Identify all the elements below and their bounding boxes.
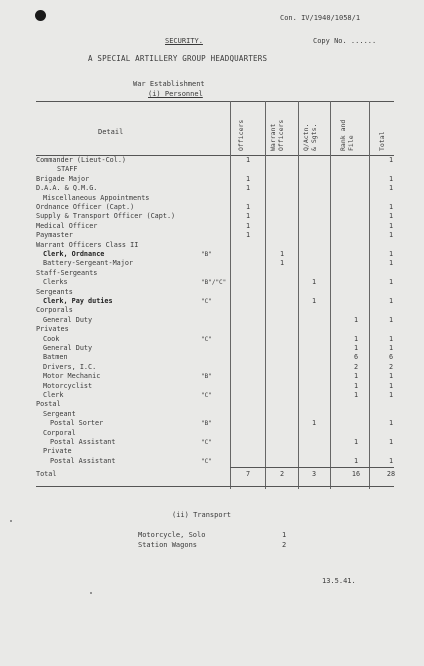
table-row xyxy=(36,250,394,259)
personnel-heading: (i) Personnel xyxy=(148,90,203,98)
table-row xyxy=(36,353,394,362)
row-label: Drivers, I.C. xyxy=(43,362,97,371)
row-label: Paymaster xyxy=(36,231,73,240)
cell-tot: 1 xyxy=(388,278,394,287)
total-grand: 28 xyxy=(386,470,396,478)
cell-rf: 1 xyxy=(353,344,359,352)
totals-row xyxy=(36,470,394,479)
row-label: Postal Sorter xyxy=(50,419,104,428)
column-header-sergeants: Q/Actn. & Sgts. xyxy=(302,123,318,151)
row-label: Corporals xyxy=(36,306,73,315)
cell-tot: 1 xyxy=(388,315,394,324)
table-row xyxy=(36,419,394,428)
row-label: General Duty xyxy=(43,344,93,352)
row-label: Miscellaneous Appointments xyxy=(43,193,150,202)
table-row xyxy=(36,391,394,400)
cell-off: 1 xyxy=(245,212,251,221)
transport-item: Station Wagons xyxy=(138,541,198,549)
cell-rf: 6 xyxy=(353,353,359,362)
table-row xyxy=(36,194,394,203)
table-row xyxy=(36,269,394,278)
row-label: Sergeant xyxy=(43,409,76,418)
table-row xyxy=(36,203,394,212)
trade-rate: "C" xyxy=(201,439,212,446)
cell-tot: 1 xyxy=(388,203,394,211)
cell-tot: 1 xyxy=(388,212,394,221)
cell-sgt: 1 xyxy=(311,419,317,428)
row-label: Clerks xyxy=(43,278,68,287)
cell-off: 1 xyxy=(245,184,251,193)
table-row xyxy=(36,165,394,174)
cell-tot: 1 xyxy=(388,297,394,305)
cell-off: 1 xyxy=(245,203,251,211)
row-label: Clerk, Ordnance xyxy=(43,250,105,258)
total-top-rule xyxy=(230,467,394,468)
cell-off: 1 xyxy=(245,231,251,240)
row-label: Postal Assistant xyxy=(50,438,116,446)
row-label: Motor Mechanic xyxy=(43,372,101,381)
cell-tot: 6 xyxy=(388,353,394,362)
cell-wo: 1 xyxy=(279,250,285,258)
row-label: Brigade Major xyxy=(36,174,90,183)
cell-tot: 1 xyxy=(388,250,394,258)
cell-tot: 1 xyxy=(388,381,394,390)
column-header-total: Total xyxy=(378,131,386,151)
cell-tot: 1 xyxy=(388,334,394,343)
table-row xyxy=(36,457,394,466)
transport-heading: (ii) Transport xyxy=(172,511,232,519)
row-label: Supply & Transport Officer (Capt.) xyxy=(36,212,176,221)
table-top-rule xyxy=(36,101,394,102)
document-date: 13.5.41. xyxy=(322,577,356,585)
table-row xyxy=(36,306,394,315)
row-label: Ordnance Officer (Capt.) xyxy=(36,203,135,211)
column-header-officers: Officers xyxy=(237,119,245,151)
personnel-table xyxy=(36,97,394,489)
cell-rf: 1 xyxy=(353,334,359,343)
cell-tot: 1 xyxy=(388,344,394,352)
cell-rf: 1 xyxy=(353,381,359,390)
cell-sgt: 1 xyxy=(311,278,317,287)
table-row xyxy=(36,222,394,231)
table-row xyxy=(36,316,394,325)
cell-tot: 1 xyxy=(388,221,394,230)
row-label: Clerk xyxy=(43,391,64,399)
row-label: Batmen xyxy=(43,353,68,362)
total-rank-file: 16 xyxy=(351,470,361,478)
trade-rate: "C" xyxy=(201,335,212,343)
cell-rf: 1 xyxy=(353,372,359,381)
table-row xyxy=(36,241,394,250)
cell-sgt: 1 xyxy=(311,297,317,305)
row-label: Corporal xyxy=(43,428,76,437)
paper-speck xyxy=(90,592,92,594)
cell-tot: 1 xyxy=(388,231,394,240)
trade-rate: "B" xyxy=(201,420,212,428)
document-title: A SPECIAL ARTILLERY GROUP HEADQUARTERS xyxy=(88,54,268,63)
security-classification: SECURITY. xyxy=(165,37,203,45)
paper-speck xyxy=(10,520,12,522)
reference-number: Con. IV/1940/1058/1 xyxy=(280,14,361,22)
column-header-rank-file: Rank and File xyxy=(339,119,355,151)
table-row xyxy=(36,382,394,391)
column-header-detail: Detail xyxy=(98,128,124,136)
table-row xyxy=(36,447,394,456)
trade-rate: "C" xyxy=(201,298,212,305)
transport-qty: 1 xyxy=(282,531,287,539)
row-label: Staff-Sergeants xyxy=(36,268,98,277)
row-label: Postal xyxy=(36,400,61,409)
cell-off: 1 xyxy=(245,221,251,230)
cell-tot: 1 xyxy=(388,372,394,381)
row-label: Sergeants xyxy=(36,287,73,296)
cell-rf: 1 xyxy=(353,391,359,399)
row-label: Postal Assistant xyxy=(50,456,116,465)
row-label: Battery-Sergeant-Major xyxy=(43,259,134,268)
transport-item: Motorcycle, Solo xyxy=(138,531,206,539)
table-row xyxy=(36,212,394,221)
punch-hole-mark xyxy=(35,10,46,21)
table-row xyxy=(36,410,394,419)
table-row xyxy=(36,438,394,447)
cell-rf: 1 xyxy=(353,438,359,446)
table-row xyxy=(36,156,394,165)
table-row xyxy=(36,429,394,438)
cell-tot: 1 xyxy=(388,174,394,183)
cell-tot: 1 xyxy=(388,438,394,446)
row-label: Commander (Lieut-Col.) xyxy=(36,156,127,164)
row-label: Warrant Officers Class II xyxy=(36,240,139,249)
table-bottom-rule xyxy=(36,486,394,487)
total-sergeants: 3 xyxy=(311,470,317,478)
table-row xyxy=(36,372,394,381)
cell-off: 1 xyxy=(245,174,251,183)
cell-tot: 1 xyxy=(388,456,394,465)
total-officers: 7 xyxy=(245,470,251,478)
table-row xyxy=(36,297,394,306)
war-establishment-heading: War Establishment xyxy=(133,80,205,88)
row-label: Cook xyxy=(43,334,60,343)
table-row xyxy=(36,400,394,409)
row-label: STAFF xyxy=(57,165,78,174)
cell-rf: 1 xyxy=(353,456,359,465)
row-label: General Duty xyxy=(43,315,93,324)
cell-tot: 2 xyxy=(388,362,394,371)
table-row xyxy=(36,288,394,297)
cell-rf: 1 xyxy=(353,315,359,324)
table-row xyxy=(36,363,394,372)
table-row xyxy=(36,278,394,287)
table-row xyxy=(36,335,394,344)
cell-tot: 1 xyxy=(388,184,394,193)
row-label: Privates xyxy=(36,325,69,334)
row-label: Medical Officer xyxy=(36,221,98,230)
trade-rate: "B"/"C" xyxy=(201,279,227,287)
transport-qty: 2 xyxy=(282,541,287,549)
cell-tot: 1 xyxy=(388,156,394,164)
cell-tot: 1 xyxy=(388,259,394,268)
column-header-warrant-officers: Warrant Officers xyxy=(269,119,285,151)
cell-tot: 1 xyxy=(388,391,394,399)
trade-rate: "C" xyxy=(201,392,212,399)
cell-rf: 2 xyxy=(353,362,359,371)
row-label: D.A.A. & Q.M.G. xyxy=(36,184,98,193)
cell-tot: 1 xyxy=(388,419,394,428)
row-label: Private xyxy=(43,447,72,456)
trade-rate: "C" xyxy=(201,457,212,465)
table-row xyxy=(36,231,394,240)
total-warrant-officers: 2 xyxy=(279,470,285,478)
table-row xyxy=(36,344,394,353)
trade-rate: "B" xyxy=(201,251,212,258)
cell-wo: 1 xyxy=(279,259,285,268)
table-row xyxy=(36,184,394,193)
table-row xyxy=(36,175,394,184)
table-row xyxy=(36,325,394,334)
totals-label: Total xyxy=(36,470,57,478)
row-label: Clerk, Pay duties xyxy=(43,297,113,305)
copy-number: Copy No. ...... xyxy=(313,37,377,45)
row-label: Motorcyclist xyxy=(43,381,93,390)
cell-off: 1 xyxy=(245,156,251,164)
trade-rate: "B" xyxy=(201,373,212,381)
table-row xyxy=(36,259,394,268)
